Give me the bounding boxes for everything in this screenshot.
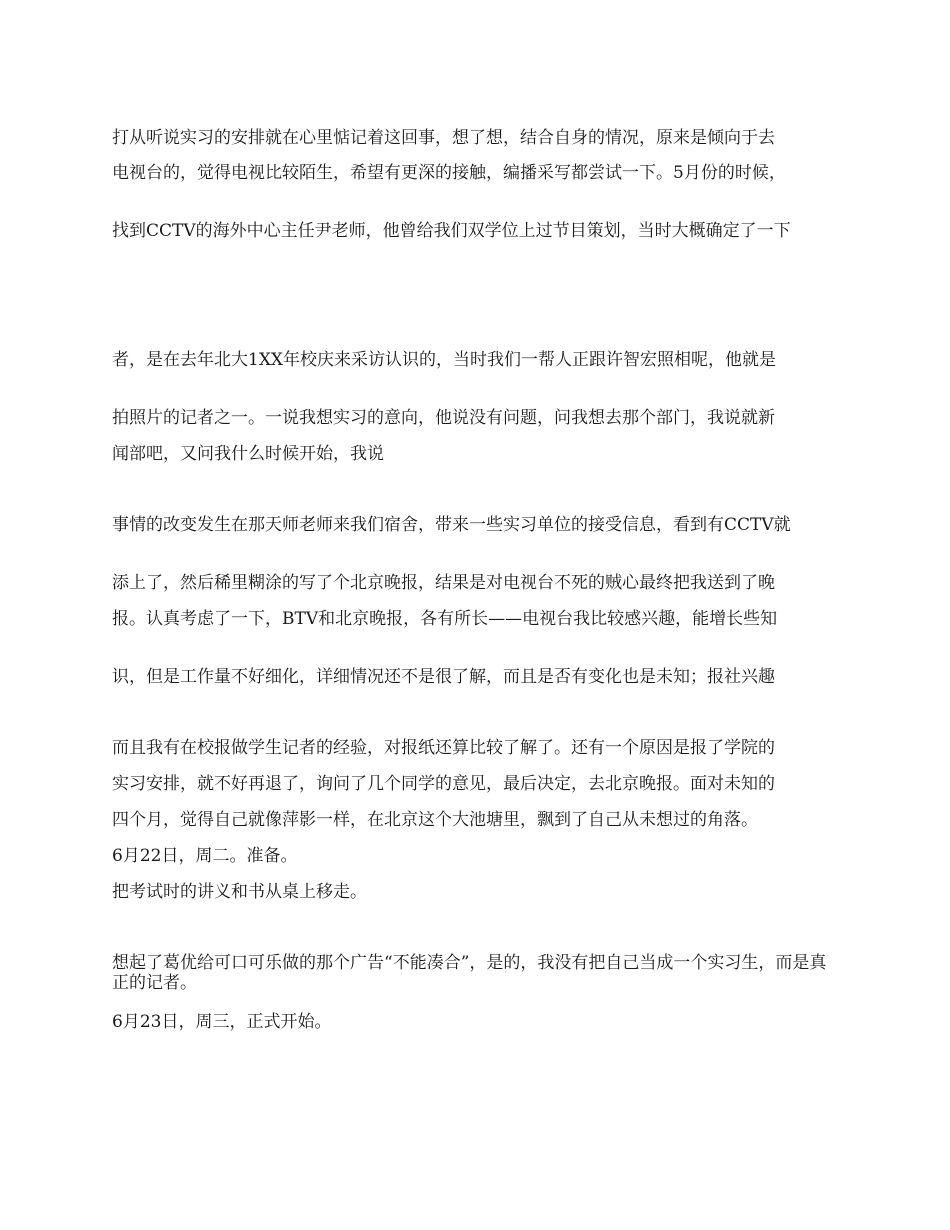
text-line: 拍照片的记者之一。一说我想实习的意向，他说没有问题，问我想去那个部门，我说就新 (112, 408, 775, 428)
text-line: 把考试时的讲义和书从桌上移走。 (112, 882, 367, 902)
text-line: 打从听说实习的安排就在心里惦记着这回事，想了想，结合自身的情况，原来是倾向于去 (112, 128, 775, 148)
text-line: 找到CCTV的海外中心主任尹老师，他曾给我们双学位上过节目策划，当时大概确定了一下 (112, 221, 791, 241)
text-line: 识，但是工作量不好细化，详细情况还不是很了解，而且是否有变化也是未知；报社兴趣 (112, 667, 775, 687)
text-line: 者，是在去年北大1XX年校庆来采访认识的，当时我们一帮人正跟许智宏照相呢，他就是 (112, 350, 777, 370)
text-line: 四个月，觉得自己就像萍影一样，在北京这个大池塘里，飘到了自己从未想过的角落。 (112, 810, 758, 830)
text-line: 事情的改变发生在那天师老师来我们宿舍，带来一些实习单位的接受信息，看到有CCTV就 (112, 515, 791, 535)
text-line: 闻部吧，又问我什么时候开始，我说 (112, 444, 384, 464)
text-line: 实习安排，就不好再退了，询问了几个同学的意见，最后决定，去北京晚报。面对未知的 (112, 774, 775, 794)
text-line: 而且我有在校报做学生记者的经验，对报纸还算比较了解了。还有一个原因是报了学院的 (112, 738, 775, 758)
text-line: 6月23日，周三，正式开始。 (112, 1012, 332, 1032)
text-line: 电视台的，觉得电视比较陌生，希望有更深的接触，编播采写都尝试一下。5月份的时候， (112, 163, 786, 183)
text-line: 想起了葛优给可口可乐做的那个广告“不能凑合”，是的，我没有把自己当成一个实习生，而是真正的记者。 (112, 953, 827, 993)
text-line: 添上了，然后稀里糊涂的写了个北京晚报，结果是对电视台不死的贼心最终把我送到了晚 (112, 573, 775, 593)
text-line: 6月22日，周二。准备。 (112, 846, 298, 866)
text-line: 报。认真考虑了一下，BTV和北京晚报，各有所长——电视台我比较感兴趣，能增长些知 (112, 609, 778, 629)
